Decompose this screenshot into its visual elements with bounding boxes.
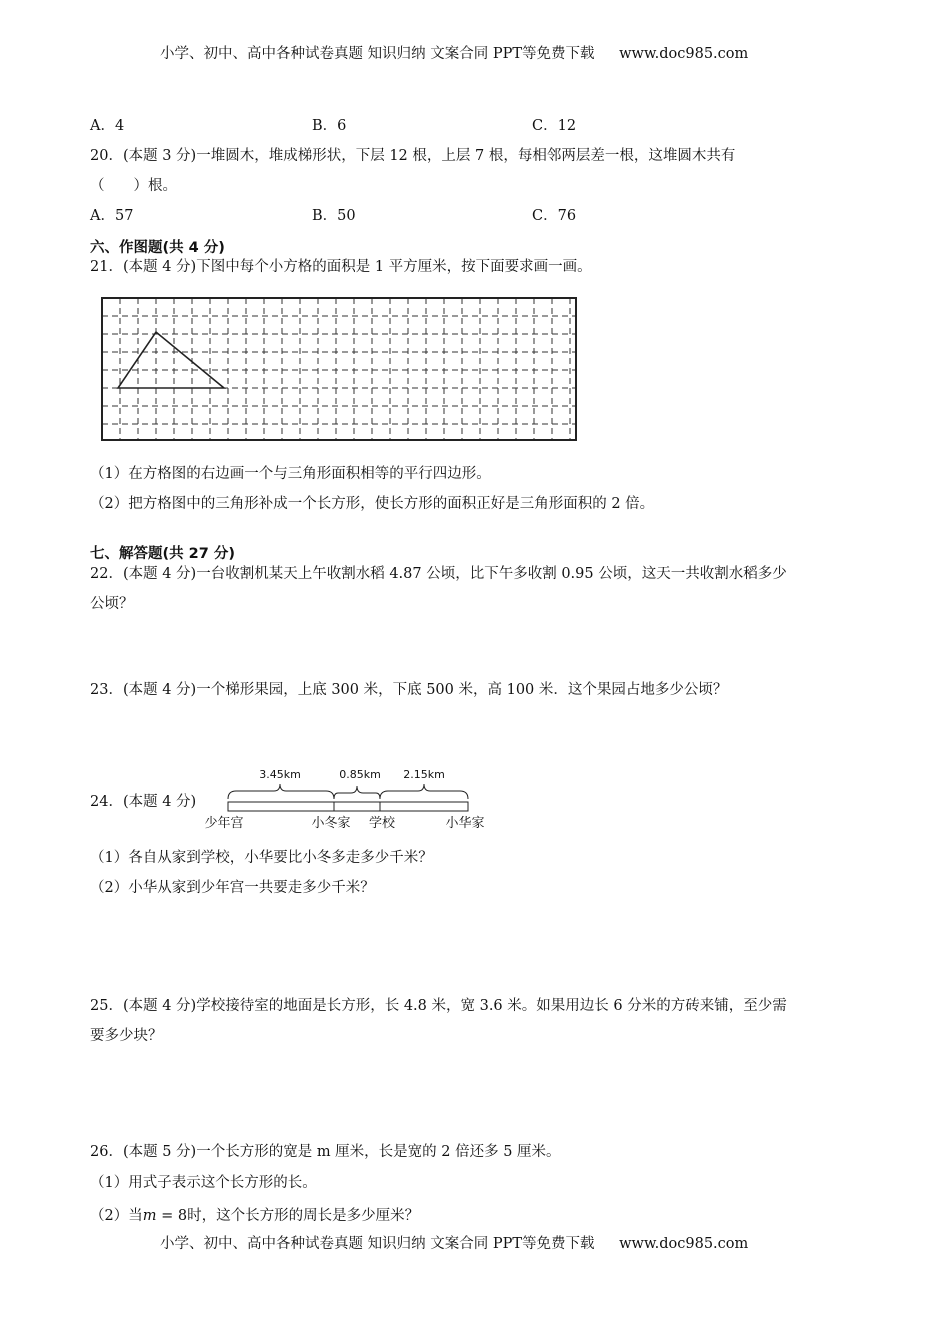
- q24-sub2: （2）小华从家到少年宫一共要走多少千米？: [90, 880, 375, 896]
- q26-sub2: [90, 1206, 419, 1226]
- footer-site: www.doc985.com: [619, 1236, 749, 1252]
- q26-variable-m: m: [142, 1208, 157, 1224]
- q19-option-b: B．6: [312, 118, 347, 134]
- q26-sub2-prefix: （2）当: [90, 1208, 143, 1224]
- q26-equals-value: = 8: [156, 1208, 188, 1224]
- q20-stem-line1: 20．(本题 3 分)一堆圆木，堆成梯形状，下层 12 根，上层 7 根，每相邻两层差一根，这堆圆木共有: [90, 148, 736, 164]
- q23-stem: 23．(本题 4 分)一个梯形果园，上底 300 米，下底 500 米，高 100 米．这个果园占地多少公顷？: [90, 682, 728, 698]
- q20-option-a: A．57: [90, 208, 134, 224]
- q20-option-c: C．76: [532, 208, 577, 224]
- q21-grid-figure: [100, 296, 580, 442]
- q21-sub2: （2）把方格图中的三角形补成一个长方形，使长方形的面积正好是三角形面积的 2 倍。: [90, 496, 655, 512]
- distance-label-2: 0.85km: [339, 768, 381, 781]
- header-site: www.doc985.com: [619, 46, 749, 62]
- footer-text: 小学、初中、高中各种试卷真题 知识归纳 文案合同 PPT等免费下载: [160, 1236, 595, 1252]
- q25-stem-line1: 25．(本题 4 分)学校接待室的地面是长方形，长 4.8 米，宽 3.6 米。如果用边长 6 分米的方砖来铺，至少需: [90, 998, 787, 1014]
- q21-sub1: （1）在方格图的右边画一个与三角形面积相等的平行四边形。: [90, 466, 491, 482]
- q21-stem: 21．(本题 4 分)下图中每个小方格的面积是 1 平方厘米，按下面要求画一画。: [90, 259, 592, 275]
- q19-option-a: A．4: [90, 118, 125, 134]
- q26-sub2-suffix: 时，这个长方形的周长是多少厘米？: [187, 1208, 420, 1224]
- road-bar: [228, 802, 468, 811]
- q19-option-c: C．12: [532, 118, 577, 134]
- brace-3: [380, 784, 468, 799]
- section-6-title: 六、作图题(共 4 分): [90, 240, 225, 256]
- grid-border: [102, 298, 576, 440]
- q20-option-b: B．50: [312, 208, 356, 224]
- place-label-2: 小冬家: [311, 816, 351, 831]
- q24-sub1: （1）各自从家到学校，小华要比小冬多走多少千米？: [90, 850, 433, 866]
- triangle-shape: [118, 332, 224, 388]
- q22-stem-line1: 22．(本题 4 分)一台收割机某天上午收割水稻 4.87 公顷，比下午多收割 0.95 公顷，这天一共收割水稻多少: [90, 566, 787, 582]
- q26-sub1: （1）用式子表示这个长方形的长。: [90, 1175, 317, 1191]
- header-text: 小学、初中、高中各种试卷真题 知识归纳 文案合同 PPT等免费下载: [160, 46, 595, 62]
- page-footer: [160, 1232, 748, 1253]
- brace-1: [228, 784, 334, 799]
- distance-label-3: 2.15km: [403, 768, 445, 781]
- q24-stem: 24．(本题 4 分): [90, 794, 197, 810]
- q20-stem-line2: （ ）根。: [90, 178, 177, 194]
- section-7-title: 七、解答题(共 27 分): [90, 546, 236, 562]
- place-label-1: 少年宫: [204, 816, 244, 831]
- distance-label-1: 3.45km: [259, 768, 301, 781]
- brace-2: [334, 786, 380, 799]
- place-label-4: 小华家: [445, 816, 485, 831]
- page-header: [160, 42, 748, 63]
- q24-distance-diagram: [200, 764, 500, 834]
- place-label-3: 学校: [368, 816, 396, 831]
- q22-stem-line2: 公顷？: [90, 596, 134, 612]
- q26-stem: 26．(本题 5 分)一个长方形的宽是 m 厘米，长是宽的 2 倍还多 5 厘米。: [90, 1144, 561, 1160]
- q25-stem-line2: 要多少块？: [90, 1028, 163, 1044]
